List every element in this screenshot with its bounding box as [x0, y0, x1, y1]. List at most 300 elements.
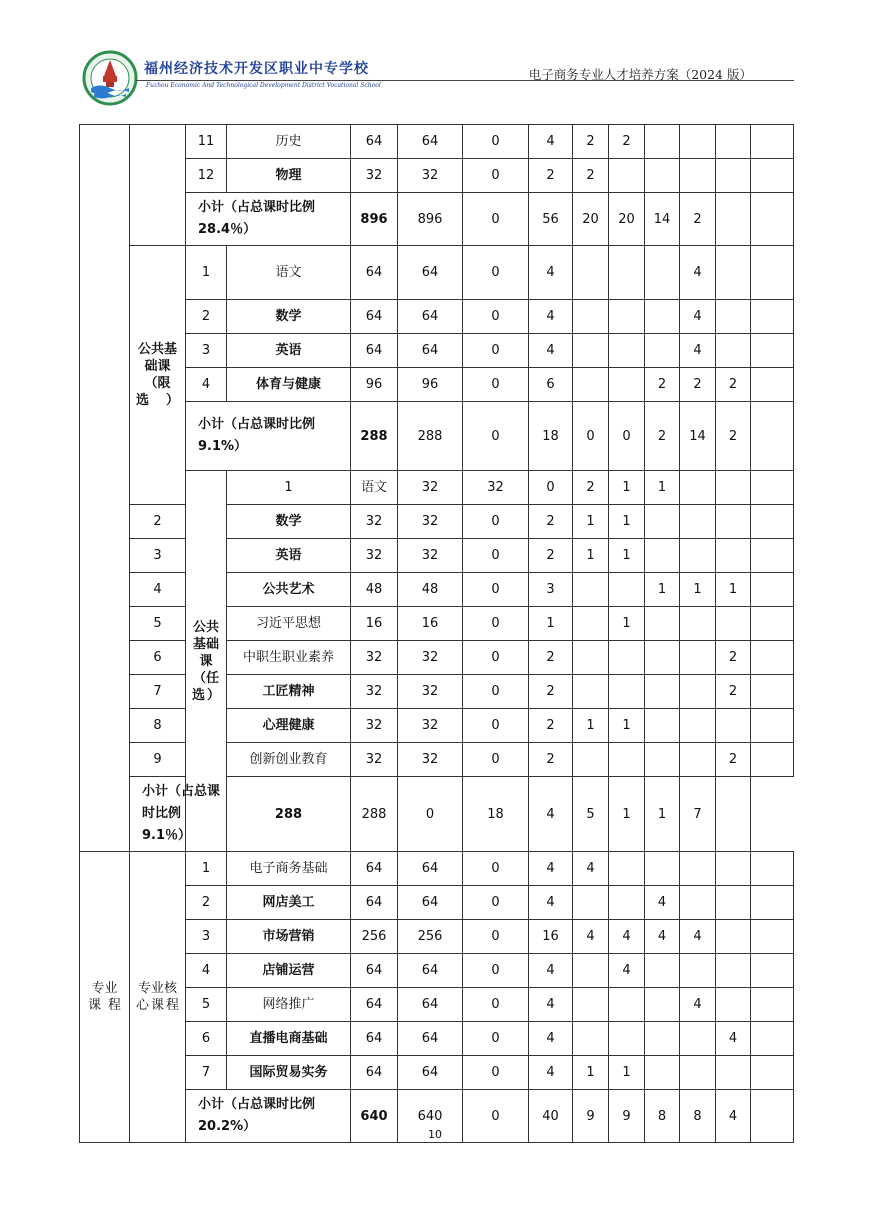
cell-credits: 56 — [529, 193, 573, 246]
cell-semester-4 — [680, 743, 716, 777]
cell-theory-hours: 256 — [398, 920, 463, 954]
cell-semester-3: 1 — [609, 777, 645, 852]
cell-semester-2: 4 — [609, 920, 645, 954]
cell-theory-hours: 64 — [398, 334, 463, 368]
cell-semester-3: 4 — [645, 920, 680, 954]
cell-total-hours: 64 — [351, 954, 398, 988]
cell-semester-1: 2 — [573, 125, 609, 159]
course-name: 国际贸易实务 — [227, 1056, 351, 1090]
cell-credits: 4 — [529, 300, 573, 334]
course-name: 网络推广 — [227, 988, 351, 1022]
cell-semester-4 — [680, 159, 716, 193]
cell-practice-hours: 0 — [463, 954, 529, 988]
cell-practice-hours: 0 — [463, 641, 529, 675]
cell-semester-4: 4 — [680, 920, 716, 954]
cell-semester-4: 14 — [680, 402, 716, 471]
cell-semester-6 — [751, 988, 794, 1022]
cell-semester-3 — [645, 300, 680, 334]
cell-semester-1 — [573, 675, 609, 709]
cell-semester-3 — [645, 246, 680, 300]
cell-semester-5 — [716, 852, 751, 886]
cell-total-hours: 64 — [351, 125, 398, 159]
cell-semester-5 — [716, 334, 751, 368]
cell-total-hours: 256 — [351, 920, 398, 954]
cell-total-hours: 48 — [351, 573, 398, 607]
cell-semester-3 — [645, 505, 680, 539]
cell-theory-hours: 32 — [463, 471, 529, 505]
page-number: 10 — [428, 1128, 442, 1141]
cell-semester-5 — [716, 709, 751, 743]
cell-theory-hours: 32 — [398, 641, 463, 675]
table-row — [80, 334, 794, 368]
cell-theory-hours: 32 — [398, 743, 463, 777]
cell-practice-hours: 0 — [463, 573, 529, 607]
cell-semester-2: 0 — [609, 402, 645, 471]
cell-semester-4: 8 — [680, 1090, 716, 1143]
cell-semester-6 — [751, 675, 794, 709]
cell-semester-4 — [680, 852, 716, 886]
cell-semester-5 — [716, 954, 751, 988]
table-row — [80, 300, 794, 334]
cell-theory-hours: 288 — [351, 777, 398, 852]
table-row — [80, 1022, 794, 1056]
cell-practice-hours: 0 — [463, 886, 529, 920]
cell-semester-3: 8 — [645, 1090, 680, 1143]
cell-semester-5: 7 — [680, 777, 716, 852]
cell-semester-1: 1 — [573, 539, 609, 573]
cell-semester-6 — [751, 1022, 794, 1056]
cell-semester-3 — [645, 954, 680, 988]
cell-practice-hours: 0 — [463, 125, 529, 159]
row-number: 6 — [130, 641, 186, 675]
cell-practice-hours: 0 — [463, 539, 529, 573]
row-number: 4 — [186, 368, 227, 402]
course-name: 店铺运营 — [227, 954, 351, 988]
cell-semester-4 — [680, 607, 716, 641]
cell-semester-3 — [645, 852, 680, 886]
cell-credits: 2 — [529, 675, 573, 709]
cell-semester-4 — [680, 505, 716, 539]
cell-semester-3 — [645, 539, 680, 573]
cell-theory-hours: 64 — [398, 125, 463, 159]
cell-credits: 2 — [529, 159, 573, 193]
cell-credits: 1 — [529, 607, 573, 641]
cell-semester-5 — [716, 246, 751, 300]
cell-practice-hours: 0 — [463, 988, 529, 1022]
course-name: 语文 — [227, 246, 351, 300]
row-number: 4 — [186, 954, 227, 988]
cell-semester-2: 9 — [609, 1090, 645, 1143]
table-row — [80, 125, 794, 159]
cell-semester-6 — [751, 334, 794, 368]
cell-total-hours: 64 — [351, 1056, 398, 1090]
cell-semester-4 — [680, 539, 716, 573]
cell-semester-2 — [609, 300, 645, 334]
course-name: 市场营销 — [227, 920, 351, 954]
cell-total-hours: 64 — [351, 1022, 398, 1056]
cell-theory-hours: 32 — [398, 159, 463, 193]
table-row — [80, 1056, 794, 1090]
cell-practice-hours: 0 — [463, 1022, 529, 1056]
row-number: 2 — [130, 505, 186, 539]
header-divider — [136, 80, 794, 81]
cell-semester-2 — [609, 334, 645, 368]
document-title: 电子商务专业人才培养方案（2024 版） — [528, 67, 752, 82]
cell-semester-4 — [680, 641, 716, 675]
cell-credits: 4 — [529, 1022, 573, 1056]
subtotal-label: 小计（占总课时比例 28.4％） — [186, 193, 351, 246]
cell-theory-hours: 32 — [398, 505, 463, 539]
table-row — [80, 159, 794, 193]
course-name: 网店美工 — [227, 886, 351, 920]
cell-semester-5 — [716, 539, 751, 573]
cell-semester-4: 2 — [680, 368, 716, 402]
cell-credits: 2 — [529, 743, 573, 777]
cell-total-hours: 64 — [351, 988, 398, 1022]
row-number: 1 — [186, 852, 227, 886]
cell-semester-3: 2 — [645, 368, 680, 402]
cell-semester-5: 2 — [716, 402, 751, 471]
cell-semester-6 — [751, 709, 794, 743]
school-name-en: Fuzhou Economic And Technological Development District Vocational School — [146, 82, 381, 89]
row-number: 6 — [186, 1022, 227, 1056]
cell-semester-1 — [573, 300, 609, 334]
course-name: 直播电商基础 — [227, 1022, 351, 1056]
cell-semester-6 — [716, 777, 751, 852]
cell-semester-5 — [716, 125, 751, 159]
cell-semester-3 — [645, 159, 680, 193]
course-name: 体育与健康 — [227, 368, 351, 402]
cell-credits: 6 — [529, 368, 573, 402]
cell-theory-hours: 64 — [398, 1056, 463, 1090]
cell-credits: 16 — [529, 920, 573, 954]
cell-semester-2 — [609, 159, 645, 193]
cell-semester-6 — [751, 402, 794, 471]
cell-semester-1 — [573, 743, 609, 777]
course-name: 心理健康 — [227, 709, 351, 743]
cell-semester-4 — [680, 1056, 716, 1090]
cell-semester-5: 2 — [716, 743, 751, 777]
cell-semester-2 — [609, 641, 645, 675]
cell-credits: 4 — [529, 954, 573, 988]
cell-semester-4: 4 — [680, 300, 716, 334]
cell-semester-2 — [609, 246, 645, 300]
cell-semester-5: 4 — [716, 1022, 751, 1056]
course-name: 电子商务基础 — [227, 852, 351, 886]
cell-semester-3: 14 — [645, 193, 680, 246]
cell-semester-1 — [573, 246, 609, 300]
cell-credits: 2 — [573, 471, 609, 505]
category-cell-professional: 专业课程 — [80, 852, 130, 1143]
subtotal-row — [80, 777, 794, 852]
cell-semester-1 — [573, 607, 609, 641]
cell-semester-3: 4 — [645, 886, 680, 920]
cell-semester-2 — [609, 368, 645, 402]
table-body-professional — [80, 852, 794, 1143]
cell-semester-1: 9 — [573, 1090, 609, 1143]
row-number: 9 — [130, 743, 186, 777]
cell-semester-5 — [716, 1056, 751, 1090]
cell-practice-hours: 0 — [463, 402, 529, 471]
cell-credits: 2 — [529, 709, 573, 743]
row-number: 8 — [130, 709, 186, 743]
cell-semester-4 — [680, 709, 716, 743]
cell-total-hours: 96 — [351, 368, 398, 402]
cell-semester-2: 2 — [609, 125, 645, 159]
cell-semester-4: 4 — [680, 988, 716, 1022]
cell-credits: 4 — [529, 246, 573, 300]
cell-semester-1 — [573, 954, 609, 988]
cell-semester-5 — [716, 920, 751, 954]
cell-credits: 4 — [529, 886, 573, 920]
cell-semester-2: 1 — [609, 505, 645, 539]
cell-semester-4 — [680, 886, 716, 920]
cell-practice-hours: 0 — [463, 159, 529, 193]
cell-theory-hours: 64 — [398, 954, 463, 988]
cell-semester-4 — [680, 954, 716, 988]
cell-semester-5: 4 — [716, 1090, 751, 1143]
course-plan-table — [79, 124, 794, 1143]
cell-semester-1: 4 — [573, 920, 609, 954]
cell-semester-2: 5 — [573, 777, 609, 852]
cell-semester-6 — [751, 1056, 794, 1090]
cell-semester-2 — [609, 988, 645, 1022]
row-number: 5 — [186, 988, 227, 1022]
cell-total-hours: 32 — [351, 675, 398, 709]
cell-theory-hours: 96 — [398, 368, 463, 402]
cell-total-hours: 32 — [351, 539, 398, 573]
cell-total-hours: 32 — [351, 159, 398, 193]
row-number: 3 — [186, 334, 227, 368]
cell-credits: 3 — [529, 573, 573, 607]
cell-semester-1 — [573, 368, 609, 402]
row-number: 7 — [130, 675, 186, 709]
cell-semester-6 — [751, 852, 794, 886]
cell-semester-3 — [645, 607, 680, 641]
cell-theory-hours: 32 — [398, 539, 463, 573]
cell-semester-6 — [751, 159, 794, 193]
course-name: 工匠精神 — [227, 675, 351, 709]
cell-theory-hours: 64 — [398, 300, 463, 334]
cell-semester-2: 1 — [645, 471, 680, 505]
cell-total-hours: 64 — [351, 300, 398, 334]
cell-semester-4: 4 — [680, 246, 716, 300]
cell-total-hours: 64 — [351, 246, 398, 300]
table-row — [80, 852, 794, 886]
cell-semester-5 — [716, 505, 751, 539]
cell-credits: 4 — [529, 1056, 573, 1090]
cell-semester-2 — [609, 573, 645, 607]
subcategory-cell-b1 — [130, 125, 186, 246]
cell-total-hours: 640 — [351, 1090, 398, 1143]
course-name: 创新创业教育 — [227, 743, 351, 777]
cell-semester-5 — [716, 193, 751, 246]
cell-semester-6 — [751, 607, 794, 641]
table-row — [80, 246, 794, 300]
cell-practice-hours: 0 — [529, 471, 573, 505]
cell-semester-6 — [751, 539, 794, 573]
cell-semester-6 — [751, 125, 794, 159]
cell-total-hours: 64 — [351, 852, 398, 886]
cell-semester-6 — [751, 246, 794, 300]
cell-semester-4 — [680, 125, 716, 159]
row-number: 4 — [130, 573, 186, 607]
subcategory-cell-b2: 公共基础课（限选） — [130, 246, 186, 505]
cell-semester-1: 4 — [529, 777, 573, 852]
cell-practice-hours: 0 — [463, 920, 529, 954]
subtotal-label: 小计（占总课时比例 20.2%） — [186, 1090, 351, 1143]
cell-semester-2 — [609, 852, 645, 886]
subcategory-cell-b4: 专业核心课程 — [130, 852, 186, 1143]
cell-credits: 4 — [529, 988, 573, 1022]
cell-practice-hours: 0 — [463, 246, 529, 300]
cell-semester-2: 4 — [609, 954, 645, 988]
cell-practice-hours: 0 — [463, 505, 529, 539]
cell-semester-4: 2 — [680, 193, 716, 246]
table-row — [80, 886, 794, 920]
cell-total-hours: 896 — [351, 193, 398, 246]
cell-practice-hours: 0 — [463, 193, 529, 246]
cell-practice-hours: 0 — [463, 743, 529, 777]
cell-semester-5: 2 — [716, 641, 751, 675]
cell-semester-3 — [645, 334, 680, 368]
cell-semester-4: 4 — [680, 334, 716, 368]
cell-semester-1 — [573, 573, 609, 607]
cell-theory-hours: 64 — [398, 852, 463, 886]
course-name: 历史 — [227, 125, 351, 159]
course-name: 英语 — [227, 539, 351, 573]
row-number: 5 — [130, 607, 186, 641]
cell-semester-5 — [716, 988, 751, 1022]
table-row — [80, 920, 794, 954]
cell-semester-3 — [680, 471, 716, 505]
cell-practice-hours: 0 — [463, 675, 529, 709]
cell-semester-5: 2 — [716, 368, 751, 402]
cell-semester-5 — [716, 886, 751, 920]
course-name: 数学 — [227, 300, 351, 334]
subtotal-label: 小计（占总课时比例 9.1%） — [186, 402, 351, 471]
cell-practice-hours: 0 — [463, 300, 529, 334]
cell-semester-1: 1 — [573, 709, 609, 743]
cell-semester-3 — [645, 1056, 680, 1090]
cell-practice-hours: 0 — [463, 607, 529, 641]
cell-semester-6 — [751, 193, 794, 246]
cell-semester-2 — [609, 743, 645, 777]
cell-semester-3: 2 — [645, 402, 680, 471]
cell-credits: 2 — [529, 505, 573, 539]
cell-semester-2: 1 — [609, 1056, 645, 1090]
cell-semester-4: 1 — [680, 573, 716, 607]
cell-semester-2: 1 — [609, 607, 645, 641]
cell-semester-1 — [573, 988, 609, 1022]
table-body — [80, 125, 794, 852]
cell-semester-6 — [751, 954, 794, 988]
cell-credits: 2 — [529, 539, 573, 573]
cell-credits: 18 — [463, 777, 529, 852]
row-number: 3 — [130, 539, 186, 573]
cell-semester-1: 0 — [573, 402, 609, 471]
cell-total-hours: 16 — [351, 607, 398, 641]
course-name: 英语 — [227, 334, 351, 368]
cell-credits: 18 — [529, 402, 573, 471]
cell-theory-hours: 16 — [398, 607, 463, 641]
row-number: 2 — [186, 886, 227, 920]
cell-semester-6 — [751, 743, 794, 777]
cell-semester-6 — [751, 920, 794, 954]
cell-total-hours: 64 — [351, 334, 398, 368]
cell-semester-6 — [751, 300, 794, 334]
cell-theory-hours: 288 — [398, 402, 463, 471]
cell-semester-6 — [751, 886, 794, 920]
table-row — [80, 368, 794, 402]
cell-semester-6 — [751, 573, 794, 607]
cell-total-hours: 32 — [351, 743, 398, 777]
cell-semester-6 — [751, 641, 794, 675]
course-name: 中职生职业素养 — [227, 641, 351, 675]
school-name-cn: 福州经济技术开发区职业中专学校 — [144, 61, 369, 77]
cell-semester-2: 1 — [609, 709, 645, 743]
course-name: 语文 — [351, 471, 398, 505]
cell-semester-1 — [573, 886, 609, 920]
cell-semester-1: 1 — [573, 505, 609, 539]
course-name: 公共艺术 — [227, 573, 351, 607]
row-number: 7 — [186, 1056, 227, 1090]
row-number: 1 — [227, 471, 351, 505]
cell-theory-hours: 640 — [398, 1090, 463, 1143]
cell-practice-hours: 0 — [463, 334, 529, 368]
cell-semester-1: 20 — [573, 193, 609, 246]
cell-practice-hours: 0 — [463, 1090, 529, 1143]
row-number: 1 — [186, 246, 227, 300]
school-logo — [82, 50, 138, 106]
cell-semester-1: 1 — [609, 471, 645, 505]
cell-total-hours: 32 — [351, 641, 398, 675]
cell-semester-4 — [716, 471, 751, 505]
cell-semester-6 — [751, 368, 794, 402]
cell-semester-3 — [645, 709, 680, 743]
cell-semester-3 — [645, 675, 680, 709]
cell-semester-5 — [716, 607, 751, 641]
cell-semester-1 — [573, 1022, 609, 1056]
cell-semester-1 — [573, 641, 609, 675]
cell-semester-1 — [573, 334, 609, 368]
cell-semester-3 — [645, 1022, 680, 1056]
row-number: 2 — [186, 300, 227, 334]
course-name: 习近平思想 — [227, 607, 351, 641]
cell-semester-4 — [680, 675, 716, 709]
page-header — [78, 48, 794, 104]
cell-semester-4: 1 — [645, 777, 680, 852]
cell-credits: 4 — [529, 125, 573, 159]
cell-practice-hours: 0 — [463, 368, 529, 402]
cell-semester-1: 4 — [573, 852, 609, 886]
cell-theory-hours: 32 — [398, 709, 463, 743]
subtotal-row — [80, 193, 794, 246]
row-number: 11 — [186, 125, 227, 159]
cell-semester-2 — [609, 886, 645, 920]
cell-semester-5: 1 — [716, 573, 751, 607]
cell-semester-5 — [716, 159, 751, 193]
table-row — [80, 471, 794, 505]
cell-total-hours: 64 — [351, 886, 398, 920]
cell-credits: 2 — [529, 641, 573, 675]
cell-theory-hours: 64 — [398, 1022, 463, 1056]
cell-practice-hours: 0 — [463, 709, 529, 743]
course-name: 物理 — [227, 159, 351, 193]
cell-theory-hours: 48 — [398, 573, 463, 607]
cell-credits: 4 — [529, 334, 573, 368]
cell-semester-2: 20 — [609, 193, 645, 246]
